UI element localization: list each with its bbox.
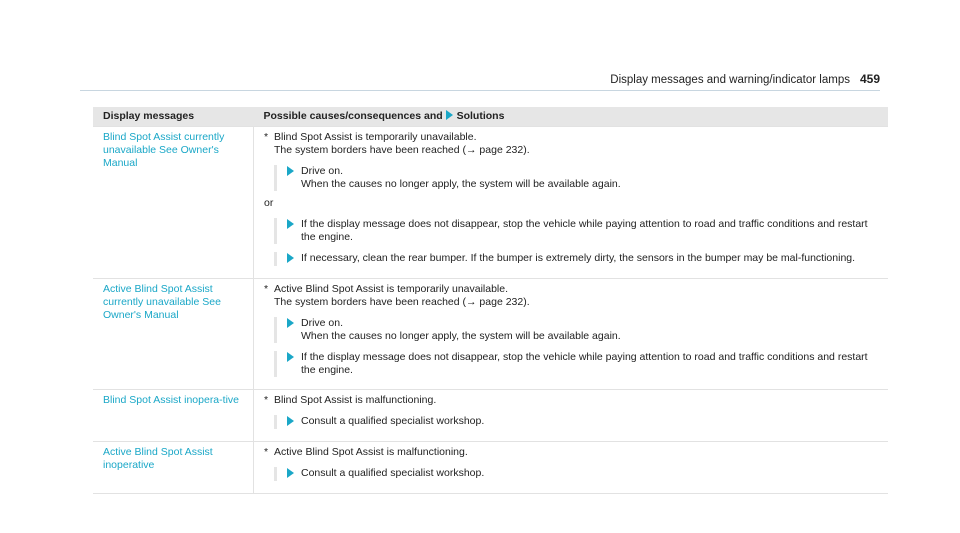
solution-step: If necessary, clean the rear bumper. If the bumper is extremely dirty, the sensors in the bumper may be mal-functioning. bbox=[274, 252, 878, 266]
col-causes-solutions: Possible causes/consequences and Solutions bbox=[254, 107, 889, 127]
solution-step: Consult a qualified specialist workshop. bbox=[274, 415, 878, 429]
solution-step: Drive on. When the causes no longer apply, the system will be available again. bbox=[274, 317, 878, 343]
arrow-right-icon bbox=[287, 468, 294, 478]
table-row bbox=[93, 390, 888, 442]
display-message: Active Blind Spot Assist inoperative bbox=[93, 442, 254, 494]
table-row bbox=[93, 127, 888, 279]
display-messages-table bbox=[93, 107, 888, 494]
page-number: 459 bbox=[859, 72, 880, 86]
arrow-right-icon bbox=[287, 318, 294, 328]
solution-step: Consult a qualified specialist workshop. bbox=[274, 467, 878, 481]
table-row bbox=[93, 279, 888, 390]
arrow-right-icon bbox=[287, 166, 294, 176]
header-rule bbox=[80, 90, 880, 91]
arrow-right-icon bbox=[287, 253, 294, 263]
display-message: Blind Spot Assist currently unavailable See Owner's Manual bbox=[93, 127, 254, 279]
note: The system borders have been reached (→ page 232). bbox=[274, 144, 530, 156]
arrow-right-icon bbox=[287, 219, 294, 229]
table-header-row bbox=[93, 107, 888, 127]
solution-step: If the display message does not disappear, stop the vehicle while paying attention to road and traffic conditions and restart the engine. bbox=[274, 218, 878, 244]
cause-cell: * Active Blind Spot Assist is temporarily unavailable. The system borders have been reached (→ page 232). Drive on. When the causes no longer apply, the system will be available again. If the display message does not disappear, stop the vehicle while paying attention to road and traffic conditions and restart the engine. bbox=[254, 279, 889, 390]
display-message: Blind Spot Assist inopera-tive bbox=[93, 390, 254, 442]
or-text: or bbox=[264, 197, 274, 209]
arrow-right-icon bbox=[446, 110, 453, 120]
header-title: Display messages and warning/indicator lamps bbox=[610, 74, 850, 86]
table-row bbox=[93, 442, 888, 494]
note: The system borders have been reached (→ page 232). bbox=[274, 296, 530, 308]
page-header bbox=[560, 72, 880, 86]
display-message: Active Blind Spot Assist currently unavailable See Owner's Manual bbox=[93, 279, 254, 390]
cause-cell: * Active Blind Spot Assist is malfunctioning. Consult a qualified specialist workshop. bbox=[254, 442, 889, 494]
cause-cell: * Blind Spot Assist is temporarily unavailable. The system borders have been reached (→ page 232). Drive on. When the causes no longer apply, the system will be available again. or If the display message does not disappear, stop the vehicle while paying attention to road and traffic conditions and restart the engine. If necessary, clean the rear bumper. If the bumper is extremely dirty, the sensors in the bumper may be mal-functioning. bbox=[254, 127, 889, 279]
arrow-right-icon bbox=[287, 416, 294, 426]
solution-step: Drive on. When the causes no longer apply, the system will be available again. bbox=[274, 165, 878, 191]
arrow-right-icon bbox=[287, 352, 294, 362]
col-display-messages: Display messages bbox=[93, 107, 254, 127]
solution-step: If the display message does not disappear, stop the vehicle while paying attention to road and traffic conditions and restart the engine. bbox=[274, 351, 878, 377]
cause-cell: * Blind Spot Assist is malfunctioning. Consult a qualified specialist workshop. bbox=[254, 390, 889, 442]
